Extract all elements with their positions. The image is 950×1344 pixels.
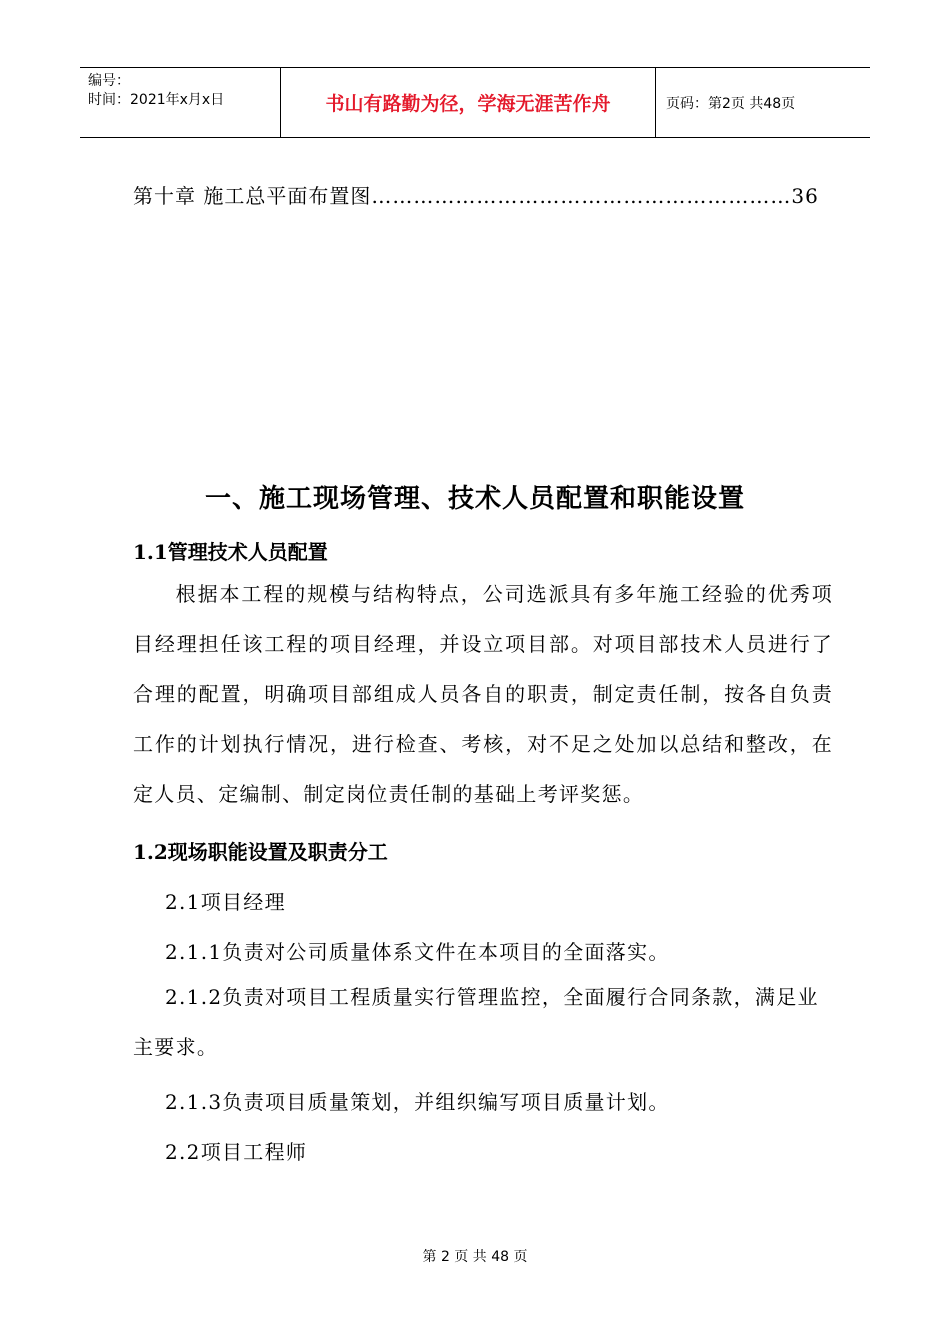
page-footer: 第 2 页 共 48 页 [422,1249,528,1265]
subsection-heading-1-2: 1.2现场职能设置及职责分工 [133,840,388,864]
item-2-1: 2.1项目经理 [165,890,286,914]
item-2-2: 2.2项目工程师 [165,1140,308,1164]
header-time: 时间：2021年x月x日 [88,92,225,108]
item-2-1-3: 2.1.3负责项目质量策划，并组织编写项目质量计划。 [165,1090,670,1114]
header-motto: 书山有路勤为径，学海无涯苦作舟 [281,68,656,137]
header-meta-cell [80,68,281,137]
header-number: 编号： [88,73,130,89]
header-page-info: 页码：第2页 共48页 [666,95,796,112]
document-header [80,67,870,138]
subsection-heading-1-1: 1.1管理技术人员配置 [133,540,328,564]
paragraph-1-1 [133,569,833,819]
item-2-1-1: 2.1.1负责对公司质量体系文件在本项目的全面落实。 [165,940,670,964]
item-2-1-2 [133,972,833,1072]
section-title: 一、施工现场管理、技术人员配置和职能设置 [204,484,745,514]
toc-entry: 第十章 施工总平面布置图……………………………………………………36 [133,184,819,208]
paragraph-1-1-text: 根据本工程的规模与结构特点，公司选派具有多年施工经验的优秀项目经理担任该工程的项目经理，并设立项目部。对项目部技术人员进行了合理的配置，明确项目部组成人员各自的职责，制定责任制，按各自负责工作的计划执行情况，进行检查、考核，对不足之处加以总结和整改，在定人员、定编制、制定岗位责任制的基础上考评奖惩。 [133,582,833,806]
item-2-1-2-text: 2.1.2负责对项目工程质量实行管理监控，全面履行合同条款，满足业主要求。 [133,985,819,1059]
